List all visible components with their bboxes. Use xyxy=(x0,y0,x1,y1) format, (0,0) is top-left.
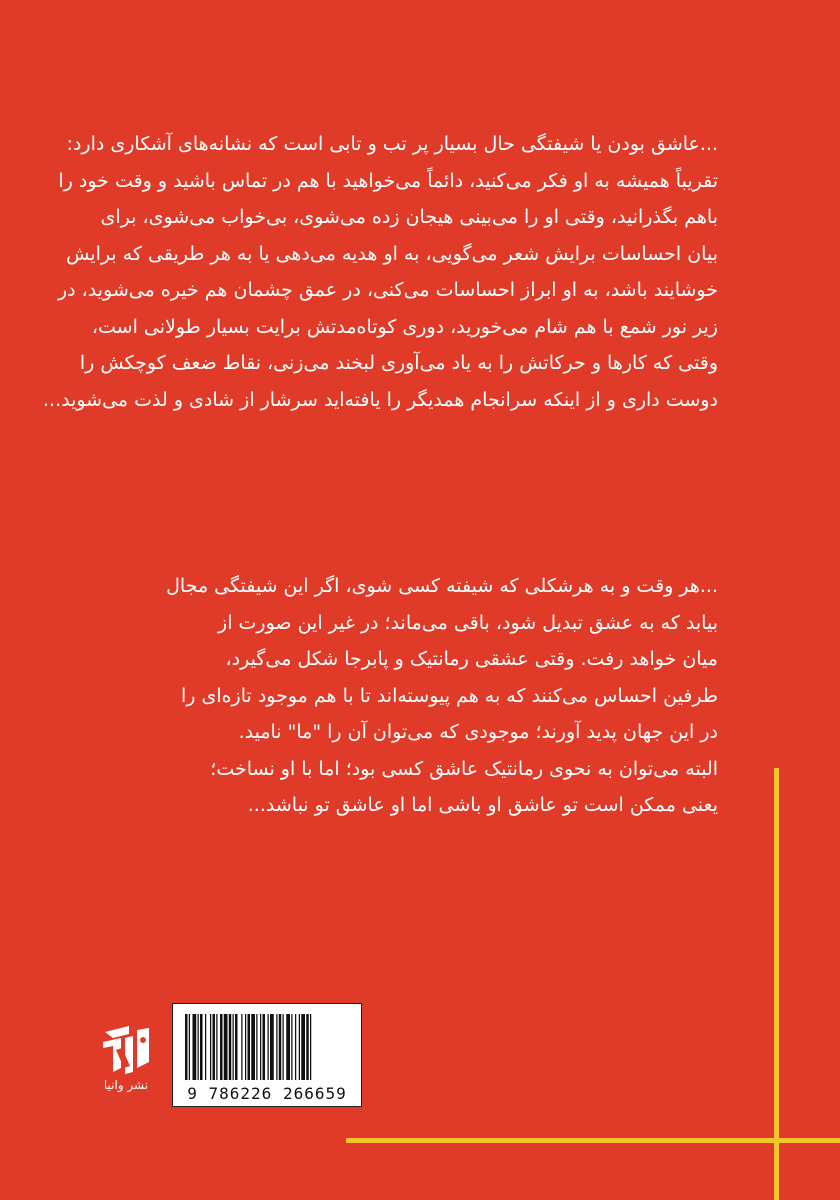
blurb-paragraph-1 xyxy=(42,126,718,418)
blurb-paragraph-2 xyxy=(166,568,718,824)
blurb-line: خوشایند باشد، به او ابراز احساسات می‌کنی، در عمق چشمان هم خیره می‌شوید، در xyxy=(57,279,718,301)
blurb-line: ...عاشق بودن یا شیفتگی حال بسیار پر تب و تابی است که نشانه‌های آشکاری دارد: xyxy=(66,133,718,155)
blurb-line: میان خواهد رفت. وقتی عشقی رمانتیک و پابرجا شکل می‌گیرد، xyxy=(225,648,718,670)
blurb-line: در این جهان پدید آورند؛ موجودی که می‌توان آن را "ما" نامید. xyxy=(238,721,718,743)
publisher-logo-icon xyxy=(99,1022,153,1076)
isbn-barcode xyxy=(172,1003,362,1107)
blurb-line: طرفین احساس می‌کنند که به هم پیوسته‌اند تا با هم موجود تازه‌ای را xyxy=(180,684,718,707)
blurb-line: تقریباً همیشه به او فکر می‌کنید، دائماً می‌خواهید با هم در تماس باشید و وقت خود را xyxy=(58,169,718,192)
publisher-name: نشر وانیا xyxy=(103,1078,149,1092)
blurb-line: یعنی ممکن است تو عاشق او باشی اما او عاشق تو نباشد... xyxy=(247,794,718,816)
accent-line-vertical xyxy=(774,768,779,1200)
barcode-bars xyxy=(185,1014,351,1080)
blurb-line: زیر نور شمع با هم شام می‌خورید، دوری کوتاه‌مدتش برایت بسیار طولانی است، xyxy=(91,315,718,338)
blurb-line: دوست داری و از اینکه سرانجام همدیگر را یافته‌اید سرشار از شادی و لذت می‌شوید... xyxy=(42,388,718,411)
blurb-line: بیابد که به عشق تبدیل شود، باقی می‌ماند؛ در غیر این صورت از xyxy=(218,611,718,634)
blurb-line: وقتی که کارها و حرکاتش را به یاد می‌آوری لبخند می‌زنی، نقاط ضعف کوچکش را xyxy=(79,352,718,374)
accent-line-horizontal xyxy=(346,1138,840,1143)
blurb-line: ...هر وقت و به هرشکلی که شیفته کسی شوی، اگر این شیفتگی مجال xyxy=(166,575,718,597)
isbn-number: 9 786226 266659 xyxy=(187,1084,347,1103)
blurb-line: البته می‌توان به نحوی رمانتیک عاشق کسی بود؛ اما با او نساخت؛ xyxy=(210,757,718,780)
blurb-line: بیان احساسات برایش شعر می‌گویی، به او هدیه می‌دهی یا به هر طریقی که برایش xyxy=(66,242,718,265)
blurb-line: باهم بگذرانید، وقتی او را می‌بینی هیجان زده می‌شوی، بی‌خواب می‌شوی، برای xyxy=(100,206,718,228)
